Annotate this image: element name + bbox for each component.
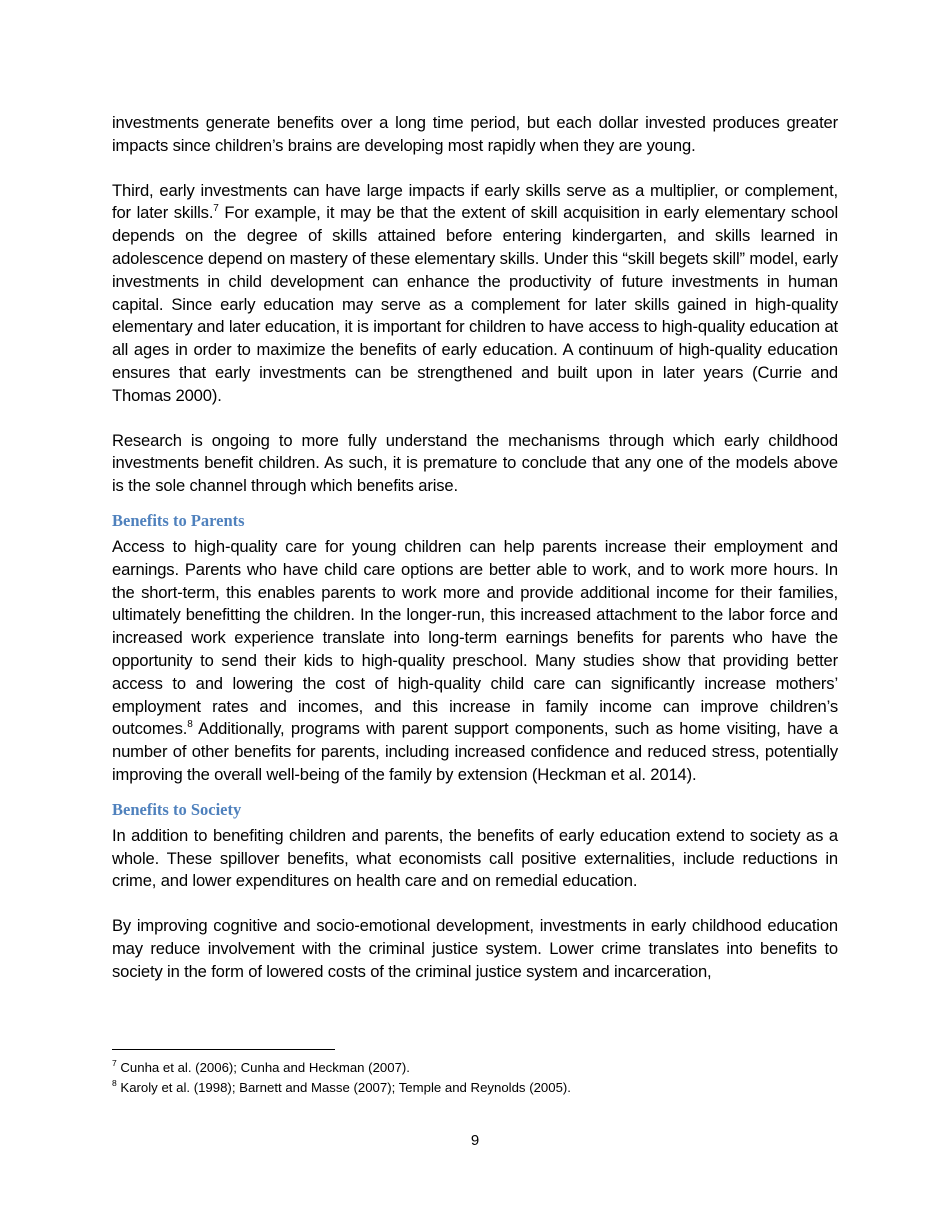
- footnote-text: Cunha et al. (2006); Cunha and Heckman (2007).: [116, 1060, 410, 1075]
- paragraph-benefits-society: In addition to benefiting children and parents, the benefits of early education extend to society as a whole. These spillover benefits, what economists call positive externalities, include reductions in crime, and lower expenditures on health care and on remedial education.: [112, 825, 838, 891]
- paragraph-investments-continued: investments generate benefits over a long time period, but each dollar invested produces greater impacts since children’s brains are developing most rapidly when they are young.: [112, 113, 838, 155]
- paragraph-text: For example, it may be that the extent of skill acquisition in early elementary school depends on the degree of skills attained before entering kindergarten, and skills learned in adolescence depend on mastery of these elementary skills. Under this “skill begets skill” model, early investments in child development can enhance the productivity of future investments in human capital. Since early education may serve as a complement for later skills gained in high-quality elementary and later education, it is important for children to have access to high-quality education at all ages in order to maximize the benefits of early education. A continuum of high-quality education ensures that early investments can be strengthened and built upon in later years (Currie and Thomas 2000).: [112, 203, 838, 405]
- footnote-number: 8: [112, 1077, 117, 1088]
- paragraph-crime-reduction: By improving cognitive and socio-emotional development, investments in early childhood education may reduce involvement with the criminal justice system. Lower crime translates into benefits to society in the form of lowered costs of the criminal justice system and incarceration,: [112, 916, 838, 981]
- footnote-divider: [112, 1049, 335, 1050]
- footnote-7: [112, 1058, 838, 1078]
- document-body: [112, 112, 838, 984]
- footnote-8: [112, 1078, 838, 1098]
- footnotes: [112, 1058, 838, 1098]
- paragraph-benefits-parents: [112, 536, 838, 787]
- paragraph-text: Additionally, programs with parent support components, such as home visiting, have a number of other benefits for parents, including increased confidence and reduced stress, potentially improving the overall well-being of the family by extension (Heckman et al. 2014).: [112, 719, 838, 784]
- paragraph-research-ongoing: Research is ongoing to more fully understand the mechanisms through which early childhood investments benefit children. As such, it is premature to conclude that any one of the models above is the sole channel through which benefits arise.: [112, 430, 838, 496]
- section-heading-benefits-to-parents: Benefits to Parents: [112, 510, 245, 530]
- footnote-reference-8[interactable]: 8: [187, 718, 193, 730]
- footnote-text: Karoly et al. (1998); Barnett and Masse (2007); Temple and Reynolds (2005).: [116, 1080, 571, 1095]
- paragraph-skill-multiplier: [112, 180, 838, 408]
- section-heading-benefits-to-society: Benefits to Society: [112, 799, 242, 819]
- page-number: 9: [470, 1132, 480, 1149]
- paragraph-text: Third, early investments can have large impacts if early skills serve as a multiplier, or complement, for later skills.: [112, 180, 838, 223]
- footnote-number: 7: [112, 1057, 117, 1068]
- paragraph-text: Access to high-quality care for young children can help parents increase their employment and earnings. Parents who have child care options are better able to work, and to work more hours. In the short-term, this enables parents to work more and provide additional income for their families, ultimately benefitting the children. In the longer-run, this increased attachment to the labor force and increased work experience translate into long-term earnings benefits for parents who have the opportunity to send their kids to high-quality preschool. Many studies show that providing better access to and lowering the cost of high-quality child care can significantly increase mothers’ employment rates and incomes, and this increase in family income can improve children’s outcomes.: [112, 536, 838, 739]
- footnote-reference-7[interactable]: 7: [213, 202, 219, 214]
